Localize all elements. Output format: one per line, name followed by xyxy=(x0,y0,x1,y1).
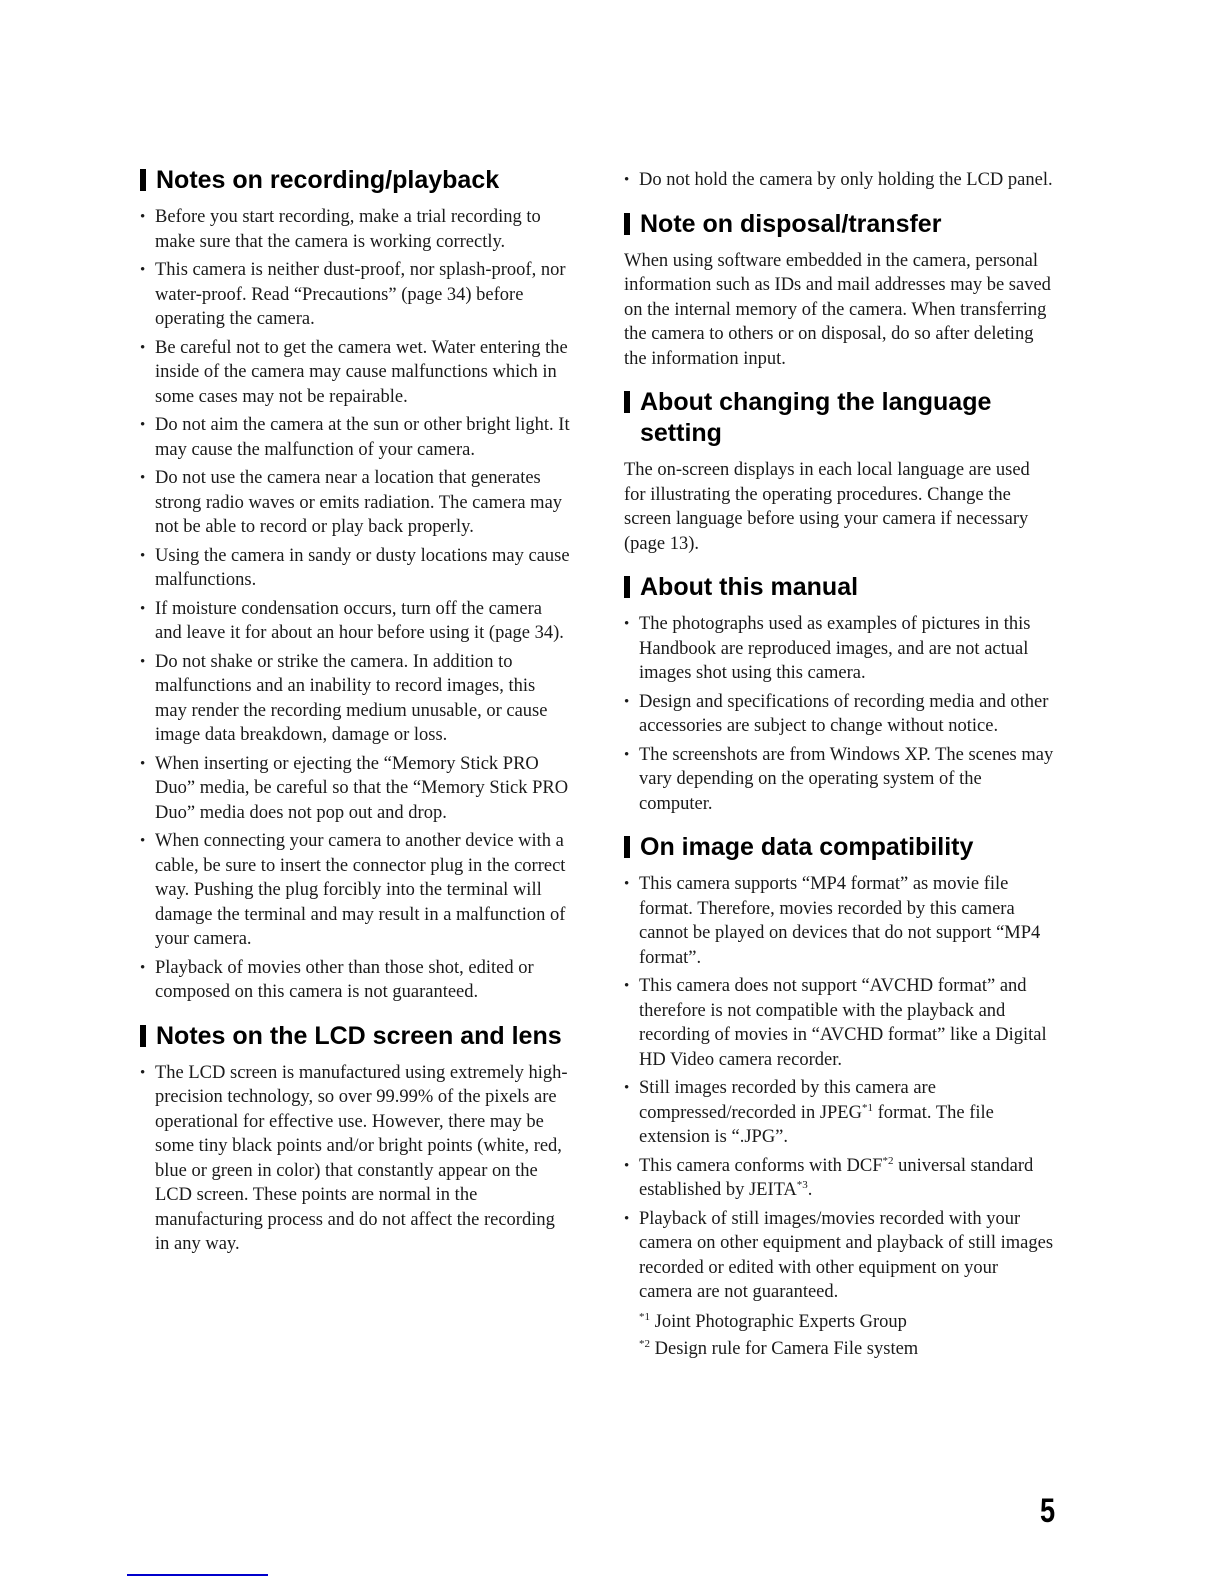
text: format. The file extension is “.JPG”. xyxy=(639,1102,994,1147)
list-item-dcf xyxy=(624,1154,1054,1203)
footnote-ref: *2 xyxy=(882,1154,894,1167)
list-item: • Do not shake or strike the camera. In addition to malfunctions and an inability to record images, this may render the recording medium unusable, or cause image data breakdown, damage or loss. xyxy=(140,650,570,748)
about-manual-list xyxy=(624,612,1054,816)
list-item: • The photographs used as examples of pictures in this Handbook are reproduced images, and are not actual images shot using this camera. xyxy=(624,612,1054,686)
list-item: • If moisture condensation occurs, turn off the camera and leave it for about an hour before using it (page 34). xyxy=(140,597,570,646)
list-item: • Before you start recording, make a trial recording to make sure that the camera is working correctly. xyxy=(140,205,570,254)
footnote-text: Joint Photographic Experts Group xyxy=(650,1311,907,1332)
heading-lcd-screen-lens: Notes on the LCD screen and lens xyxy=(140,1021,570,1052)
footnote-mark: *1 xyxy=(639,1310,650,1323)
left-column xyxy=(140,165,570,1261)
footnote-mark: *2 xyxy=(639,1337,650,1350)
text: . xyxy=(807,1180,813,1200)
list-item: • Do not hold the camera by only holding the LCD panel. xyxy=(624,168,1054,193)
right-column xyxy=(624,168,1054,1363)
page-number: 5 xyxy=(1040,1492,1056,1530)
list-item: • When inserting or ejecting the “Memory Stick PRO Duo” media, be careful so that the “Memory Stick PRO Duo” media does not pop out and drop. xyxy=(140,752,570,826)
disposal-transfer-paragraph: When using software embedded in the camera, personal information such as IDs and mail addresses may be saved on the internal memory of the camera. When transferring the camera to others or on disposal, do so after deleting the information input. xyxy=(624,250,1051,369)
footnote-ref: *1 xyxy=(861,1101,873,1114)
footnote-text: Design rule for Camera File system xyxy=(650,1338,919,1359)
list-item: • Playback of movies other than those shot, edited or composed on this camera is not guaranteed. xyxy=(140,956,570,1005)
list-item: • Do not aim the camera at the sun or other bright light. It may cause the malfunction of your camera. xyxy=(140,413,570,462)
list-item: • This camera is neither dust-proof, nor splash-proof, nor water-proof. Read “Precautions” (page 34) before operating the camera. xyxy=(140,258,570,332)
text: This camera conforms with DCF xyxy=(639,1155,883,1176)
list-item: • This camera supports “MP4 format” as movie file format. Therefore, movies recorded by this camera cannot be played on devices that do not support “MP4 format”. xyxy=(624,872,1054,970)
continued-list xyxy=(624,168,1054,193)
list-item: • This camera does not support “AVCHD format” and therefore is not compatible with the playback and recording of movies in “AVCHD format” like a Digital HD Video camera recorder. xyxy=(624,974,1054,1072)
footer-rule xyxy=(127,1574,268,1576)
list-item: • Design and specifications of recording media and other accessories are subject to change without notice. xyxy=(624,690,1054,739)
list-item: • When connecting your camera to another device with a cable, be sure to insert the connector plug in the correct way. Pushing the plug forcibly into the terminal will damage the terminal and may result in a malfunction of your camera. xyxy=(140,829,570,952)
text: Still images recorded by this camera are compressed/recorded in JPEG xyxy=(639,1078,936,1123)
footnote-jpeg xyxy=(624,1309,1054,1336)
recording-playback-list xyxy=(140,205,570,1005)
language-setting-paragraph: The on-screen displays in each local language are used for illustrating the operating procedures. Change the screen language before using your camera if necessary (page 13). xyxy=(624,460,1030,554)
list-item-jpeg xyxy=(624,1076,1054,1150)
heading-disposal-transfer: Note on disposal/transfer xyxy=(624,209,1054,240)
footnote-dcf xyxy=(624,1336,1054,1363)
lcd-screen-list xyxy=(140,1061,570,1257)
list-item: • Playback of still images/movies recorded with your camera on other equipment and playback of still images recorded or edited with other equipment on your camera are not guaranteed. xyxy=(624,1207,1054,1305)
list-item: • Do not use the camera near a location that generates strong radio waves or emits radiation. The camera may not be able to record or play back properly. xyxy=(140,466,570,540)
heading-image-data-compatibility: On image data compatibility xyxy=(624,832,1054,863)
image-compatibility-list xyxy=(624,872,1054,1305)
list-item: • Be careful not to get the camera wet. Water entering the inside of the camera may cause malfunctions which in some cases may not be repairable. xyxy=(140,336,570,410)
footnote-ref: *3 xyxy=(796,1178,808,1191)
heading-about-manual: About this manual xyxy=(624,572,1054,603)
heading-recording-playback: Notes on recording/playback xyxy=(140,165,570,196)
list-item: • Using the camera in sandy or dusty locations may cause malfunctions. xyxy=(140,544,570,593)
heading-language-setting: About changing the language setting xyxy=(624,387,1054,449)
list-item: • The screenshots are from Windows XP. The scenes may vary depending on the operating system of the computer. xyxy=(624,743,1054,817)
list-item: • The LCD screen is manufactured using extremely high-precision technology, so over 99.99% of the pixels are operational for effective use. However, there may be some tiny black points and/or bright points (white, red, blue or green in color) that constantly appear on the LCD screen. These points are normal in the manufacturing process and do not affect the recording in any way. xyxy=(140,1061,570,1257)
text: universal standard established by JEITA xyxy=(639,1155,1034,1200)
